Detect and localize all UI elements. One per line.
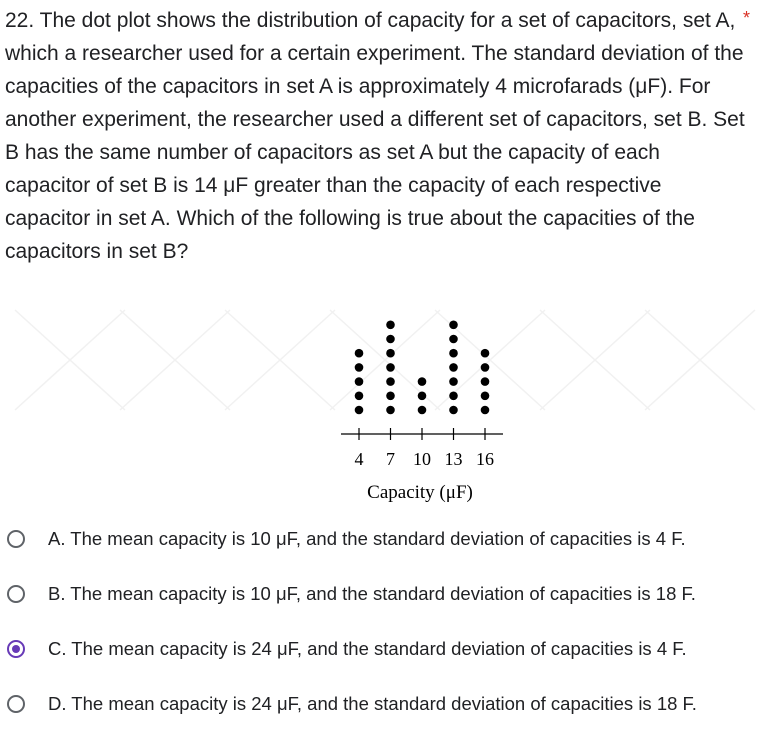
- dot: [449, 377, 458, 386]
- dot: [449, 335, 458, 344]
- x-tick-label: 7: [386, 449, 395, 469]
- dot: [386, 321, 395, 330]
- dot: [449, 321, 458, 330]
- radio-b[interactable]: [7, 585, 25, 603]
- dot: [481, 377, 490, 386]
- x-axis-label: Capacity (μF): [367, 482, 473, 503]
- dot-plot-figure: [0, 300, 759, 515]
- dot: [355, 377, 364, 386]
- option-d[interactable]: [0, 682, 759, 726]
- radio-a[interactable]: [7, 530, 25, 548]
- option-a-label: A. The mean capacity is 10 μF, and the standard deviation of capacities is 4 F.: [48, 528, 686, 549]
- radio-c[interactable]: [7, 640, 25, 658]
- x-tick-label: 13: [444, 449, 463, 469]
- x-tick-label: 10: [413, 449, 431, 469]
- dot: [355, 406, 364, 415]
- dot: [449, 392, 458, 401]
- option-b-label: B. The mean capacity is 10 μF, and the standard deviation of capacities is 18 F.: [48, 583, 696, 604]
- x-tick-label: 4: [354, 449, 364, 469]
- dot: [481, 392, 490, 401]
- x-tick-label: 16: [476, 449, 494, 469]
- required-asterisk: *: [743, 8, 751, 28]
- dot: [449, 363, 458, 372]
- dot: [355, 349, 364, 358]
- dot: [481, 349, 490, 358]
- dot: [386, 392, 395, 401]
- radio-d[interactable]: [7, 695, 25, 713]
- dot: [418, 377, 427, 386]
- dot: [481, 406, 490, 415]
- dot: [418, 392, 427, 401]
- dot: [386, 406, 395, 415]
- dot: [481, 363, 490, 372]
- option-d-label: D. The mean capacity is 24 μF, and the standard deviation of capacities is 18 F.: [48, 693, 697, 714]
- dot: [449, 349, 458, 358]
- dot: [418, 406, 427, 415]
- dot: [386, 377, 395, 386]
- dot: [355, 392, 364, 401]
- dot: [386, 363, 395, 372]
- dot: [449, 406, 458, 415]
- option-b[interactable]: [0, 572, 759, 616]
- option-c-label: C. The mean capacity is 24 μF, and the standard deviation of capacities is 4 F.: [48, 638, 687, 659]
- dot: [386, 349, 395, 358]
- dot: [355, 363, 364, 372]
- dot: [386, 335, 395, 344]
- question-text: 22. The dot plot shows the distribution of capacity for a set of capacitors, set A, which a researcher used for a certain experiment. The standard deviation of the capacities of the capacitors in set A is approximately 4 microfarads (μF). For another experiment, the researcher used a different set of capacitors, set B. Set B has the same number of capacitors as set A but the capacity of each capacitor of set B is 14 μF greater than the capacity of each respective capacitor in set A. Which of the following is true about the capacities of the capacitors in set B?: [5, 9, 745, 263]
- dot-plot: [0, 300, 759, 515]
- option-c[interactable]: [0, 627, 759, 671]
- watermark-pattern: [15, 310, 755, 410]
- option-a[interactable]: [0, 517, 759, 561]
